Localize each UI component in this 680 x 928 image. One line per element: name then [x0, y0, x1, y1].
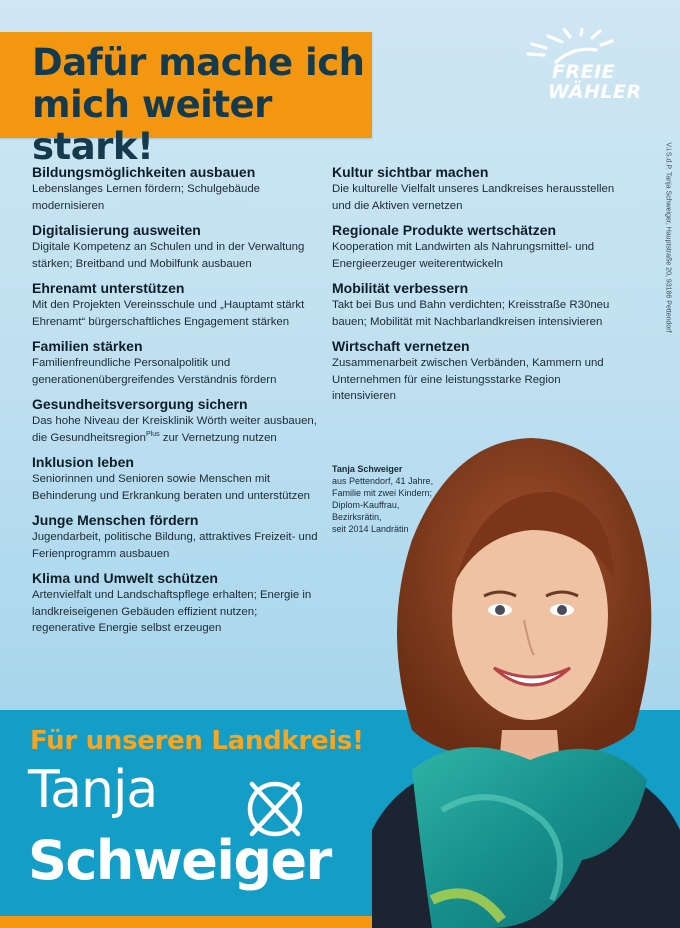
- topic-title: Regionale Produkte wertschätzen: [332, 222, 557, 238]
- logo-word-waehler: WÄHLER: [548, 81, 642, 103]
- topics-right-column: [332, 163, 622, 412]
- topic-title: Wirtschaft vernetzen: [332, 338, 470, 354]
- topic-title: Digitalisierung ausweiten: [32, 222, 201, 238]
- topic-title: Bildungsmöglichkeiten ausbauen: [32, 164, 256, 180]
- candidate-portrait: [372, 430, 680, 928]
- bio-line: Familie mit zwei Kindern;: [332, 488, 433, 498]
- topic-title: Gesundheitsversorgung sichern: [32, 396, 248, 412]
- plus-superscript: Plus: [145, 430, 160, 438]
- topic-mobilitaet: [332, 279, 622, 330]
- topics-left-column: [32, 163, 322, 644]
- topic-text-part: zur Vernetzung nutzen: [159, 431, 277, 444]
- imprint-text: V.i.S.d.P. Tanja Schweiger, Hauptstraße 20, 93186 Pettendorf: [664, 142, 672, 333]
- topic-text: Artenvielfalt und Landschaftspflege erhalten; Energie in landkreiseigenen Gebäuden effizient nutzen; regenerative Energie selbst erzeugen: [32, 589, 312, 634]
- topic-text: [32, 413, 322, 446]
- topic-title: Junge Menschen fördern: [32, 512, 199, 528]
- bio-line: aus Pettendorf, 41 Jahre,: [332, 476, 434, 486]
- topic-familien: [32, 337, 322, 388]
- imprint: [658, 130, 670, 356]
- topic-ehrenamt: [32, 279, 322, 330]
- topic-junge-menschen: [32, 511, 322, 562]
- topic-wirtschaft: [332, 337, 622, 405]
- topic-text: Seniorinnen und Senioren sowie Menschen mit Behinderung und Erkrankung beraten und unterstützen: [32, 473, 311, 502]
- candidate-last-name: Schweiger: [28, 829, 331, 892]
- topic-title: Ehrenamt unterstützen: [32, 280, 185, 296]
- ballot-cross-icon: [244, 778, 306, 840]
- topic-inklusion: [32, 453, 322, 504]
- bio-line: Diplom-Kauffrau,: [332, 500, 400, 510]
- topic-klima: [32, 569, 322, 637]
- headline-banner: [0, 32, 372, 168]
- logo-word-freie: FREIE: [552, 61, 616, 83]
- topic-bildung: [32, 163, 322, 214]
- topic-title: Klima und Umwelt schützen: [32, 570, 218, 586]
- topic-text: Mit den Projekten Vereinsschule und „Hauptamt stärkt Ehrenamt“ bürgerschaftliches Engagement stärken: [32, 299, 305, 328]
- topic-text: Takt bei Bus und Bahn verdichten; Kreisstraße R30neu bauen; Mobilität mit Nachbarlandkreisen intensivieren: [332, 299, 610, 328]
- topic-text: Lebenslanges Lernen fördern; Schulgebäude modernisieren: [32, 183, 260, 212]
- bio-line: seit 2014 Landrätin: [332, 524, 409, 534]
- freie-waehler-logo: [526, 28, 652, 104]
- topic-kultur: [332, 163, 622, 214]
- topic-title: Familien stärken: [32, 338, 143, 354]
- topic-text: Kooperation mit Landwirten als Nahrungsmittel- und Energieerzeuger weiterentwickeln: [332, 241, 595, 270]
- topic-text: Familienfreundliche Personalpolitik und generationenübergreifendes Verständnis fördern: [32, 357, 277, 386]
- topic-title: Kultur sichtbar machen: [332, 164, 489, 180]
- topic-regionale-produkte: [332, 221, 622, 272]
- slogan: Für unseren Landkreis!: [30, 726, 364, 756]
- topic-gesundheit: [32, 395, 322, 446]
- topic-text: Zusammenarbeit zwischen Verbänden, Kammern und Unternehmen für eine leistungsstarke Region intensivieren: [332, 357, 604, 402]
- topic-digitalisierung: [32, 221, 322, 272]
- candidate-first-name: Tanja: [28, 760, 158, 820]
- topic-text-part: Das hohe Niveau der Kreisklinik Wörth weiter ausbauen, die Gesundheitsregion: [32, 415, 317, 444]
- bio-name: Tanja Schweiger: [332, 464, 403, 474]
- topic-title: Inklusion leben: [32, 454, 134, 470]
- bio-line: Bezirksrätin,: [332, 512, 382, 522]
- topic-title: Mobilität verbessern: [332, 280, 469, 296]
- topic-text: Jugendarbeit, politische Bildung, attraktives Freizeit- und Ferienprogramm ausbauen: [32, 531, 318, 560]
- topic-text: Die kulturelle Vielfalt unseres Landkreises herausstellen und die Aktiven vernetzen: [332, 183, 615, 212]
- topic-text: Digitale Kompetenz an Schulen und in der Verwaltung stärken; Breitband und Mobilfunk ausbauen: [32, 241, 305, 270]
- headline: Dafür mache ich mich weiter stark!: [32, 41, 365, 168]
